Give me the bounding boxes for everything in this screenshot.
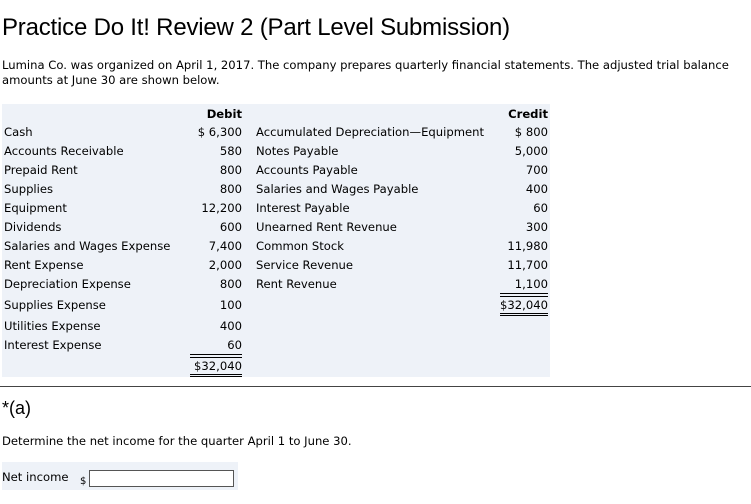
debit-amount: 2,000 xyxy=(208,258,242,272)
page-title: Practice Do It! Review 2 (Part Level Submission) xyxy=(2,14,510,41)
credit-account: Rent Revenue xyxy=(256,277,337,291)
debit-amount: 100 xyxy=(219,298,242,312)
problem-intro: Lumina Co. was organized on April 1, 2017. The company prepares quarterly financial statements. The adjusted trial balance amounts at June 30 are shown below. xyxy=(2,58,729,87)
credit-account: Notes Payable xyxy=(256,144,339,158)
debit-account: Prepaid Rent xyxy=(4,163,78,177)
section-divider xyxy=(0,386,751,387)
debit-amount: 7,400 xyxy=(208,239,242,253)
debit-account: Equipment xyxy=(4,201,67,215)
debit-account: Salaries and Wages Expense xyxy=(4,239,171,253)
credit-account: Interest Payable xyxy=(256,201,350,215)
credit-amount: 11,980 xyxy=(507,239,548,253)
credit-account: Unearned Rent Revenue xyxy=(256,220,397,234)
net-income-label: Net income xyxy=(2,470,69,484)
debit-account: Interest Expense xyxy=(4,338,102,352)
credit-amount: 700 xyxy=(525,163,548,177)
trial-balance-table xyxy=(2,104,550,377)
debit-amount: 60 xyxy=(190,338,242,355)
debit-amount: 580 xyxy=(219,144,242,158)
debit-account: Supplies xyxy=(4,182,54,196)
credit-header: Credit xyxy=(508,107,548,121)
debit-account: Supplies Expense xyxy=(4,298,106,312)
credit-amount: 1,100 xyxy=(500,277,548,294)
debit-account: Rent Expense xyxy=(4,258,84,272)
debit-header: Debit xyxy=(206,107,242,121)
credit-account: Accumulated Depreciation—Equipment xyxy=(256,125,485,139)
debit-account: Accounts Receivable xyxy=(4,144,124,158)
debit-amount: 400 xyxy=(219,319,242,333)
credit-amount: 5,000 xyxy=(514,144,548,158)
part-a-question: Determine the net income for the quarter April 1 to June 30. xyxy=(2,434,352,448)
debit-account: Utilities Expense xyxy=(4,319,101,333)
credit-account: Accounts Payable xyxy=(256,163,358,177)
debit-amount: 600 xyxy=(219,220,242,234)
credit-amount: 300 xyxy=(525,220,548,234)
debit-amount: 800 xyxy=(219,277,242,291)
credit-amount: $ 800 xyxy=(514,125,548,139)
credit-account: Salaries and Wages Payable xyxy=(256,182,419,196)
debit-amount: 800 xyxy=(219,163,242,177)
credit-amount: 11,700 xyxy=(507,258,548,272)
debit-account: Cash xyxy=(4,125,33,139)
debit-amount: 800 xyxy=(219,182,242,196)
credit-amount: 400 xyxy=(525,182,548,196)
credit-account: Service Revenue xyxy=(256,258,354,272)
credit-account: Common Stock xyxy=(256,239,344,253)
debit-amount: 12,200 xyxy=(201,201,242,215)
credit-amount: 60 xyxy=(533,201,548,215)
debit-account: Depreciation Expense xyxy=(4,277,131,291)
debit-amount: $ 6,300 xyxy=(197,125,242,139)
net-income-input[interactable] xyxy=(89,470,234,487)
debit-account: Dividends xyxy=(4,220,62,234)
credit-total: $32,040 xyxy=(500,296,548,316)
part-a-label: *(a) xyxy=(2,398,32,418)
currency-symbol: $ xyxy=(80,476,87,487)
debit-total: $32,040 xyxy=(190,357,242,377)
